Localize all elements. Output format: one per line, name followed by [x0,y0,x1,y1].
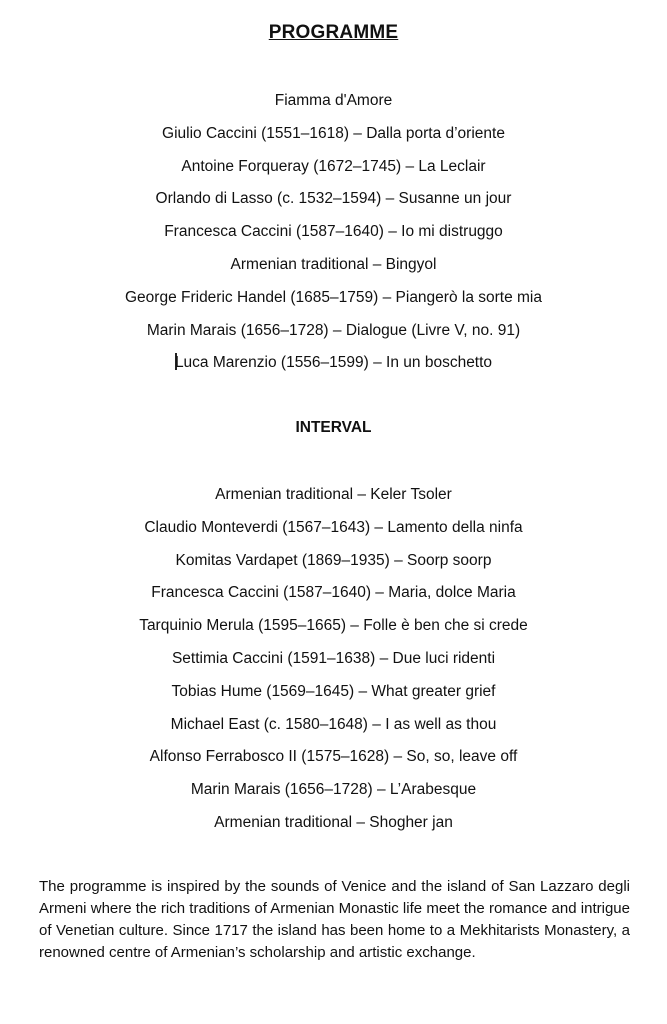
programme-item: Orlando di Lasso (c. 1532–1594) – Susanne un jour [155,190,512,208]
programme-item: Settimia Caccini (1591–1638) – Due luci ridenti [171,649,496,667]
programme-item: Fiamma d'Amore [274,92,393,109]
programme-item: Armenian traditional – Shogher jan [214,813,453,831]
programme-item: Giulio Caccini (1551–1618) – Dalla porta d’oriente [162,124,505,142]
programme-item-with-cursor [0,347,667,380]
programme-item: George Frideric Handel (1685–1759) – Piangerò la sorte mia [124,288,542,306]
programme-item: Francesca Caccini (1587–1640) – Maria, dolce Maria [151,584,516,602]
programme-item: Michael East (c. 1580–1648) – I as well as thou [170,715,497,733]
programme-item: Armenian traditional – Keler Tsoler [215,486,452,503]
programme-item: Tobias Hume (1569–1645) – What greater grief [171,682,496,700]
programme-item: Marin Marais (1656–1728) – Dialogue (Livre V, no. 91) [146,321,521,339]
page-title: PROGRAMME [268,22,399,43]
programme-item: Antoine Forqueray (1672–1745) – La Leclair [181,157,486,175]
programme-part-2 [0,479,667,840]
programme-item: Marin Marais (1656–1728) – L’Arabesque [190,781,477,799]
interval-heading: INTERVAL [295,419,372,436]
programme-item: Claudio Monteverdi (1567–1643) – Lamento della ninfa [144,518,523,536]
programme-item: Alfonso Ferrabosco II (1575–1628) – So, so, leave off [149,748,518,766]
programme-item: Luca Marenzio (1556–1599) – In un boschetto [174,354,493,372]
programme-item: Tarquinio Merula (1595–1665) – Folle è ben che si crede [139,617,528,635]
programme-note: The programme is inspired by the sounds of Venice and the island of San Lazzaro degli Armeni where the rich traditions of Armenian Monastic life meet the romance and intrigue of Venetian culture. Since 1717 the island has been home to a Mekhitarists Monastery, a renowned centre of Armenian’s scholarship and artistic exchange. [39,878,630,961]
programme-item: Armenian traditional – Bingyol [230,255,437,273]
programme-part-1 [0,85,667,380]
programme-item: Francesca Caccini (1587–1640) – Io mi distruggo [164,223,503,241]
programme-item: Komitas Vardapet (1869–1935) – Soorp soorp [175,551,492,569]
